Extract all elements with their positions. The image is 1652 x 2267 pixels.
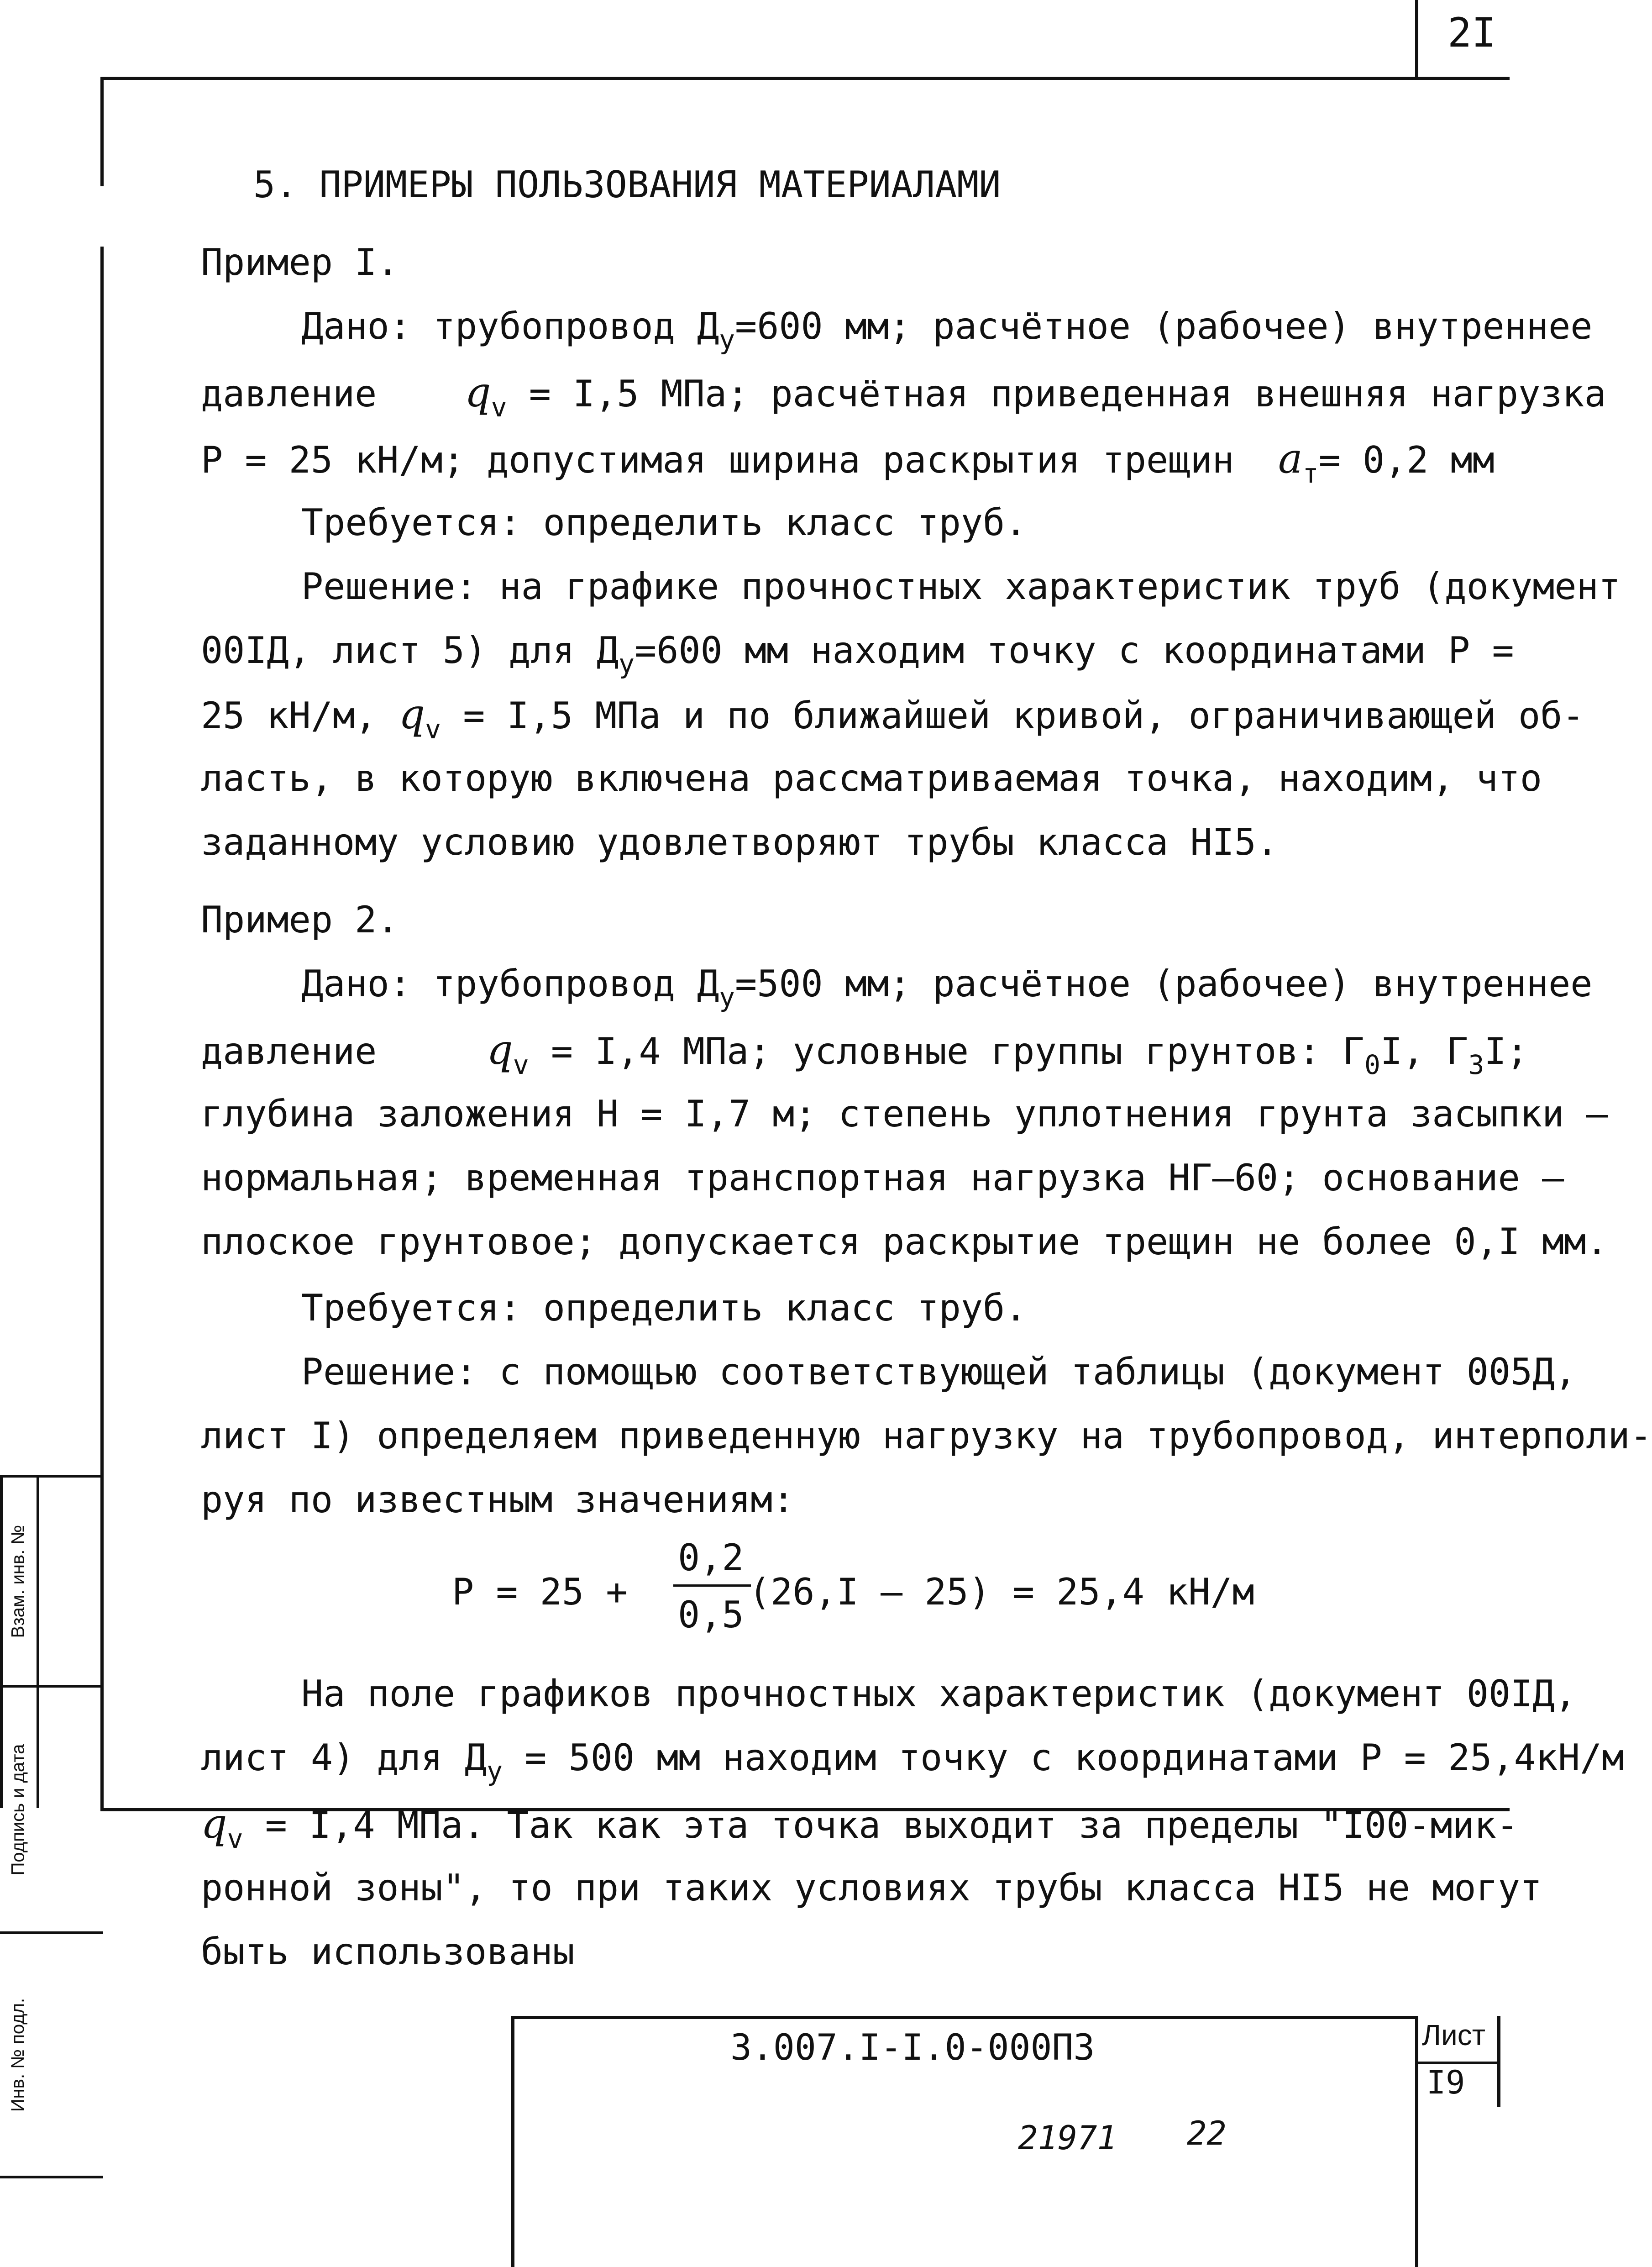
example2-line: нормальная; временная транспортная нагрузка НГ–60; основание – bbox=[201, 1157, 1564, 1199]
example1-line: 25 кН/м, $q_v = I,5$ МПа и по ближайшей кривой, ограничивающей об- bbox=[201, 690, 1584, 745]
stamp-inv-podl: Инв. № подл. bbox=[8, 1998, 28, 2112]
frame-top-line bbox=[100, 77, 1510, 80]
stamp-line bbox=[0, 2176, 103, 2178]
footer-archive-number: 21971 bbox=[1018, 2119, 1117, 2157]
formula-lhs: Р = 25 + bbox=[452, 1571, 628, 1613]
example2-line: лист I) определяем приведенную нагрузку на трубопровод, интерполи- bbox=[201, 1415, 1652, 1457]
stamp-podpis-data: Подпись и дата bbox=[8, 1744, 28, 1875]
example1-line: Р = 25 кН/м; допустимая ширина раскрытия трещин $a_т= 0,2$ мм bbox=[201, 435, 1495, 489]
formula-denominator: 0,5 bbox=[678, 1594, 744, 1636]
example2-line: давление $q_v = I,4$ МПа; условные группы грунтов: $Г_0I$, $Г_3I$; bbox=[201, 1026, 1528, 1080]
formula bbox=[452, 1516, 1274, 1653]
section-title: 5. ПРИМЕРЫ ПОЛЬЗОВАНИЯ МАТЕРИАЛАМИ bbox=[253, 163, 1001, 206]
example1-line: 00IД, лист 5) для $Д_у=600$ мм находим точку с координатами Р = bbox=[201, 629, 1514, 679]
stamp-border-right bbox=[100, 1475, 103, 1808]
title-block-left bbox=[511, 2016, 514, 2267]
sheet-label: Лист bbox=[1422, 2019, 1486, 2051]
frame-left-line-upper bbox=[100, 77, 104, 186]
example2-line: руя по известным значениям: bbox=[201, 1478, 795, 1521]
page-number: 2I bbox=[1447, 9, 1496, 56]
stamp-divider bbox=[37, 1475, 39, 1808]
example2-line: быть использованы bbox=[201, 1930, 575, 1973]
title-block-top bbox=[511, 2016, 1415, 2019]
title-block-divider bbox=[1415, 2016, 1418, 2267]
example1-line: Решение: на графике прочностных характеристик труб (документ bbox=[301, 565, 1621, 608]
example1-heading: Пример I. bbox=[201, 241, 399, 284]
example2-heading: Пример 2. bbox=[201, 899, 399, 941]
footer-page-number: 22 bbox=[1187, 2114, 1227, 2152]
example1-line: ласть, в которую включена рассматриваемая точка, находим, что bbox=[201, 757, 1542, 799]
fraction-bar bbox=[673, 1584, 751, 1587]
example2-line: На поле графиков прочностных характеристик (документ 00IД, bbox=[301, 1673, 1577, 1715]
example2-line: лист 4) для $Д_у = 500$ мм находим точку с координатами Р = 25,4кН/м bbox=[201, 1736, 1624, 1787]
example1-line: давление $q_v = I,5$ МПа; расчётная приведенная внешняя нагрузка bbox=[201, 368, 1606, 423]
example2-line: плоское грунтовое; допускается раскрытие трещин не более 0,I мм. bbox=[201, 1220, 1608, 1263]
example2-line: Решение: с помощью соответствующей таблицы (документ 005Д, bbox=[301, 1351, 1577, 1393]
example1-line: Дано: трубопровод $Д_у=600$ мм; расчётное (рабочее) внутреннее bbox=[301, 305, 1593, 355]
example2-line: Требуется: определить класс труб. bbox=[301, 1287, 1027, 1329]
document-code: 3.007.I-I.0-000ПЗ bbox=[730, 2027, 1095, 2068]
example2-line: глубина заложения Н = I,7 м; степень уплотнения грунта засыпки – bbox=[201, 1093, 1608, 1135]
formula-rhs: (26,I – 25) = 25,4 кН/м bbox=[749, 1571, 1254, 1613]
sheet-box-right bbox=[1497, 2016, 1500, 2107]
formula-numerator: 0,2 bbox=[678, 1536, 744, 1579]
example1-line: заданному условию удовлетворяют трубы класса НI5. bbox=[201, 821, 1279, 863]
example2-line: Дано: трубопровод $Д_у=500$ мм; расчётное (рабочее) внутреннее bbox=[301, 963, 1593, 1013]
example1-line: Требуется: определить класс труб. bbox=[301, 501, 1027, 544]
example2-line: $q_v = I,4$ МПа. Так как эта точка выходит за пределы "I00-мик- bbox=[201, 1800, 1519, 1854]
corner-mark-line bbox=[1415, 0, 1418, 78]
stamp-vzam-inv: Взам. инв. № bbox=[8, 1525, 28, 1638]
example2-line: ронной зоны", то при таких условиях трубы класса НI5 не могут bbox=[201, 1867, 1542, 1909]
sheet-number: I9 bbox=[1426, 2064, 1465, 2101]
